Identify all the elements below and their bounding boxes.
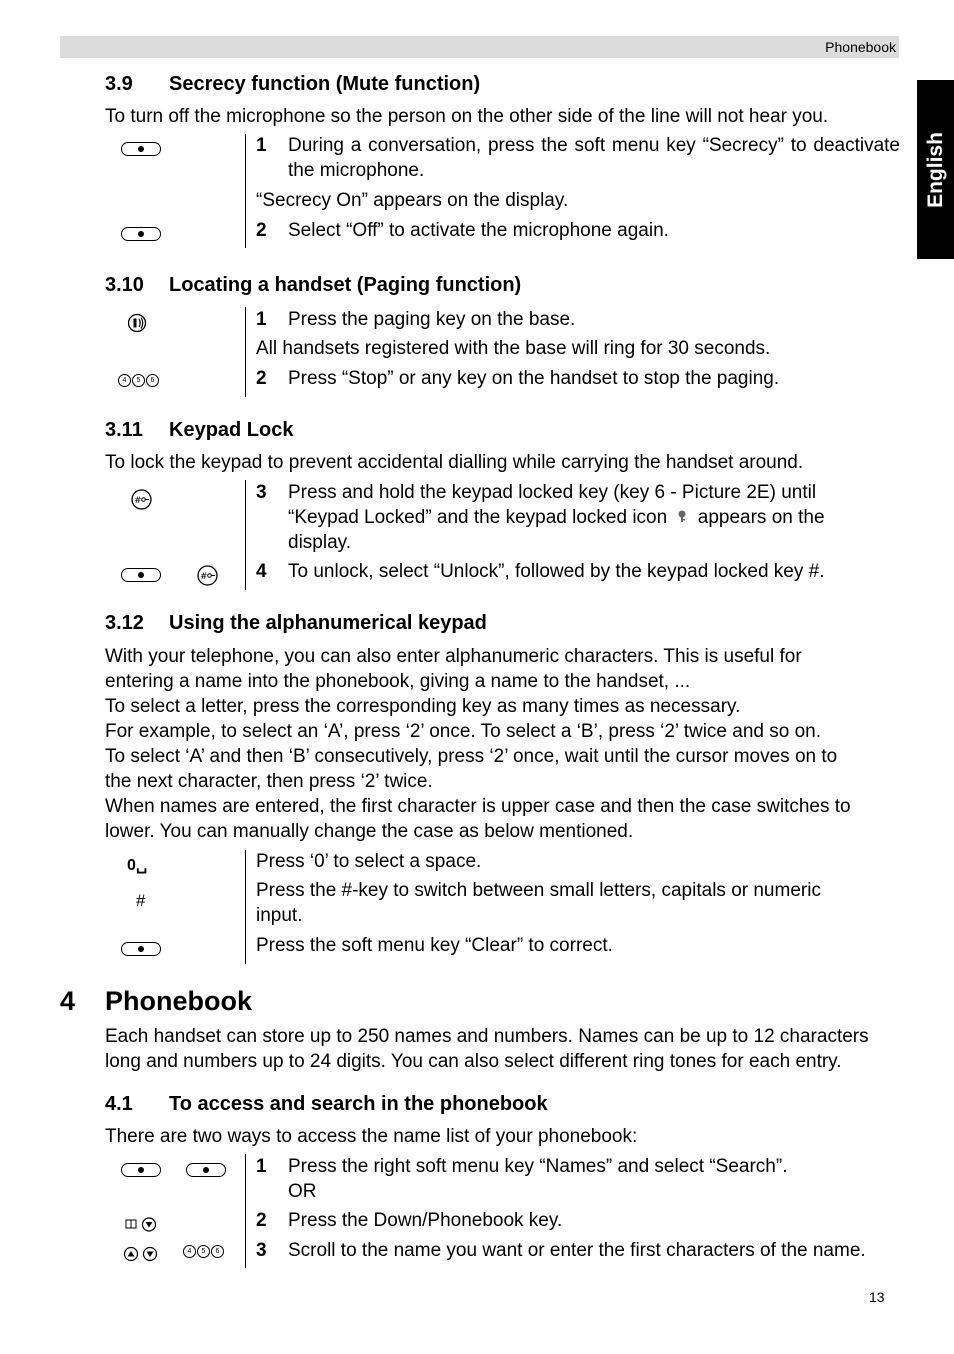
section-heading-3-10: 3.10 Locating a handset (Paging function) (105, 274, 522, 296)
paging-key-icon (128, 312, 148, 339)
soft-menu-key-icon (121, 1163, 161, 1177)
any-key-icon: 4 5 6 (118, 374, 159, 387)
soft-menu-key-icon (121, 942, 161, 956)
page-number: 13 (869, 1289, 885, 1305)
svg-text:#: # (134, 496, 142, 506)
soft-menu-key-icon (121, 142, 161, 156)
language-tab-label: English (923, 131, 947, 208)
section-heading-3-11: 3.11 Keypad Lock (105, 419, 294, 441)
up-down-key-icon (123, 1246, 159, 1267)
section-3-9-intro: To turn off the microphone so the person on the other side of the line will not hear you. (105, 106, 829, 127)
step-1: 1 Press the right soft menu key “Names” and select “Search”. OR (256, 1156, 788, 1202)
section-heading-3-12: 3.12 Using the alphanumerical keypad (105, 612, 487, 634)
soft-menu-key-icon (186, 1163, 226, 1177)
phonebook-down-key-icon (125, 1217, 157, 1237)
note-handsets-ring: All handsets registered with the base will ring for 30 seconds. (256, 338, 771, 359)
section-3-11-intro: To lock the keypad to prevent accidental dialling while carrying the handset around. (105, 452, 804, 473)
row-hash: Press the #-key to switch between small letters, capitals or numeric input. (256, 880, 821, 926)
running-header (60, 36, 899, 58)
step-2: 2 Press “Stop” or any key on the handset to stop the paging. (256, 368, 780, 389)
zero-space-key-icon: 0␣ (127, 857, 148, 874)
soft-menu-key-icon (121, 227, 161, 241)
margin-rule (245, 307, 246, 397)
running-header-title: Phonebook (825, 39, 896, 55)
note-secrecy-on: “Secrecy On” appears on the display. (256, 190, 569, 211)
step-3: 3 Scroll to the name you want or enter the first characters of the name. (256, 1240, 866, 1261)
step-1: 1 Press the paging key on the base. (256, 309, 576, 330)
section-4-1-intro: There are two ways to access the name list of your phonebook: (105, 1126, 638, 1147)
step-1: 1 During a conversation, press the soft menu key “Secrecy” to deactivate the microphone. (256, 135, 900, 181)
chapter-4-paragraph: Each handset can store up to 250 names and numbers. Names can be up to 12 characters long and numbers up to 24 digits. You can also select different ring tones for each entry. (105, 1026, 869, 1072)
keypad-lock-key-icon (197, 565, 218, 591)
keypad-lock-key-icon (131, 489, 152, 515)
chapter-heading-4: 4 Phonebook (60, 986, 252, 1016)
hash-key-icon: # (136, 891, 146, 910)
step-3: 3 Press and hold the keypad locked key (key 6 - Picture 2E) until “Keypad Locked” and the keypad locked icon appears on the display. (256, 482, 825, 554)
section-3-12-paragraph: With your telephone, you can also enter alphanumeric characters. This is useful for entering a name into the phonebook, giving a name to the handset, ... To select a letter, press the corresponding key as many times as necessary. For example, to select an ‘A’, press ‘2’ once. To select a ‘B’, press ‘2’ twice and so on. To select ‘A’ and then ‘B’ consecutively, press ‘2’ once, wait until the cursor moves on to the next character, then press ‘2’ twice. When names are entered, the first character is upper case and then the case switches to lower. You can manually change the case as below mentioned. (105, 646, 851, 842)
row-clear: Press the soft menu key “Clear” to correct. (256, 935, 613, 956)
margin-rule (245, 850, 246, 964)
soft-menu-key-icon (121, 568, 161, 582)
margin-rule (245, 480, 246, 590)
row-space: Press ‘0’ to select a space. (256, 851, 482, 872)
keypad-locked-small-icon (675, 505, 689, 530)
step-4: 4 To unlock, select “Unlock”, followed by the keypad locked key #. (256, 561, 825, 582)
svg-text:#: # (200, 572, 208, 582)
section-heading-4-1: 4.1 To access and search in the phonebook (105, 1093, 548, 1115)
margin-rule (245, 134, 246, 248)
step-2: 2 Press the Down/Phonebook key. (256, 1210, 563, 1231)
alphanumeric-keys-icon: 4 5 6 (183, 1245, 224, 1258)
section-heading-3-9: 3.9 Secrecy function (Mute function) (105, 73, 481, 95)
step-2: 2 Select “Off” to activate the microphone again. (256, 220, 669, 241)
margin-rule (245, 1154, 246, 1268)
language-tab (917, 80, 954, 259)
